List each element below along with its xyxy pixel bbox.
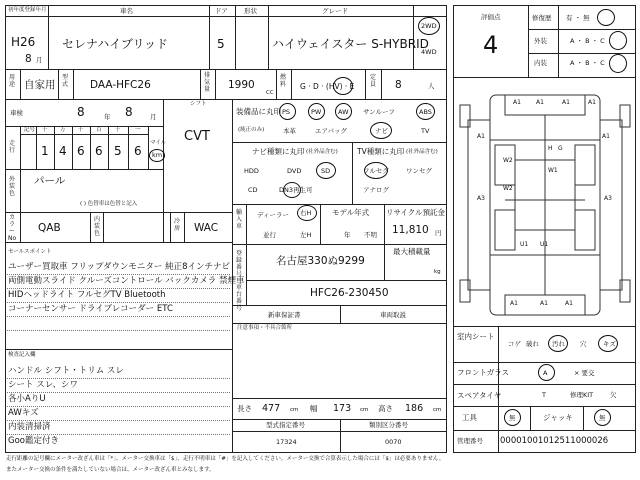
- registration-value: 名古屋330ぬ9299: [276, 255, 365, 267]
- displacement: 1990: [228, 79, 255, 91]
- damage-mark: A1: [562, 99, 570, 106]
- usage: 自家用: [24, 79, 56, 91]
- registration-label: 登録番号: [235, 250, 242, 278]
- damage-mark: G: [558, 145, 563, 152]
- damage-mark: U1: [540, 241, 549, 248]
- mileage-place-label: 十: [115, 127, 121, 133]
- shape-label: 形状: [244, 7, 257, 15]
- inspection-month: 8: [125, 105, 133, 119]
- import-label: 輸入車: [235, 209, 242, 230]
- windshield-value: A: [543, 369, 548, 377]
- chassis-value: HFC26-230450: [310, 287, 389, 299]
- exterior-score-label: 外装: [534, 37, 547, 45]
- fuel-options: G · D · (HV) · E: [300, 82, 355, 91]
- width-label: 幅: [310, 404, 318, 413]
- score-label: 評価点: [481, 13, 501, 21]
- category: 0070: [385, 438, 402, 446]
- navi-title: ナビ種類に丸印: [252, 147, 305, 156]
- inspection-year-unit: 年: [104, 113, 111, 121]
- interior-score-options: A ・ B ・ C: [570, 59, 605, 67]
- warranty-new: 新車保証書: [268, 311, 301, 319]
- mileage-label: 走行: [8, 140, 15, 154]
- doors-label: ドア: [215, 7, 228, 15]
- first-reg-month: 8: [25, 53, 32, 65]
- seat-item: 穴: [580, 340, 587, 348]
- mileage-place-label: 万: [60, 127, 66, 133]
- footer-line1: 走行距離の記号欄にメーター改ざん車は「*」、メーター交換車は「$」、走行不明車は「#」を記入してください。メーター交換で合算表示した場合には「$」は必要ありません。: [6, 456, 445, 462]
- grade: ハイウェイスター S-HYBRID: [272, 37, 429, 51]
- length-unit: cm: [290, 407, 299, 413]
- inspector-note-line: ハンドル シフト・トリム スレ: [8, 366, 124, 376]
- recycle-value: 11,810: [392, 224, 429, 236]
- inspector-notes-label: 検査記入欄: [8, 352, 36, 358]
- spare-item: 修理KIT: [570, 391, 594, 399]
- mileage-digit: 5: [114, 144, 122, 158]
- mileage-note-label: 記号: [24, 127, 36, 133]
- equipment-item: サンルーフ: [363, 108, 395, 116]
- height: 186: [405, 403, 424, 414]
- car-name: セレナハイブリッド: [62, 37, 168, 51]
- exterior-score-options: A ・ B ・ C: [570, 37, 605, 45]
- equipment-item: AW: [338, 108, 349, 116]
- caution-label: 注意事項・不具合箇所: [237, 325, 293, 331]
- sales-point-line: コーナーセンサー ドライブレコーダー ETC: [8, 304, 173, 314]
- sales-point-line: ユーザー買取車 フリップダウンモニター 純正8インチナビ: [8, 262, 231, 272]
- equipment-item: PW: [311, 108, 322, 116]
- repair-label: 修復歴: [532, 14, 552, 22]
- tools-value: 無: [509, 414, 516, 422]
- chassis-label: 車台番号: [235, 284, 242, 312]
- equipment-item: PS: [282, 108, 291, 116]
- ac-value: WAC: [194, 222, 219, 234]
- windshield-label: フロントガラス: [457, 368, 510, 377]
- interior-score-label: 内装: [534, 59, 547, 67]
- damage-mark: H: [548, 145, 553, 152]
- drive-2wd: 2WD: [421, 22, 437, 30]
- mileage-digit: 4: [59, 144, 67, 158]
- navi-item: DN3再生可: [279, 186, 313, 194]
- displacement-label: 排気量: [203, 72, 210, 93]
- exterior-label: 外装色: [8, 176, 15, 197]
- damage-mark: U1: [520, 241, 529, 248]
- damage-mark: W2: [503, 157, 513, 164]
- management-value: 00001001012511000026: [500, 436, 609, 446]
- seat-item: 破れ: [526, 340, 539, 348]
- damage-mark: A1: [588, 99, 596, 106]
- damage-mark: A1: [477, 133, 485, 140]
- model-year-unknown: 不明: [364, 231, 377, 239]
- navi-item: DVD: [287, 167, 302, 175]
- ac-label: 冷房: [173, 218, 180, 232]
- mileage-place-label: 千: [78, 127, 84, 133]
- mileage-digit: 1: [41, 144, 49, 158]
- capacity: 8: [395, 79, 402, 91]
- sales-point-line: 両側電動スライド クルーズコントロール バックカメラ 禁煙車: [8, 276, 245, 286]
- category-label: 類別区分番号: [369, 421, 408, 429]
- width-unit: cm: [360, 407, 369, 413]
- exterior-note: ( ) 色替車は色替と記入: [80, 201, 138, 207]
- recycle-label: リサイクル預託金: [386, 208, 445, 217]
- car-window-right-rear: [575, 210, 595, 250]
- damage-mark: A1: [540, 300, 548, 307]
- import-right-h: 右H: [300, 209, 312, 217]
- equipment-item: ABS: [419, 108, 432, 116]
- damage-mark: W2: [503, 185, 513, 192]
- mileage-digit: 6: [134, 144, 142, 158]
- cc-unit: CC: [266, 90, 274, 96]
- mileage-place-label: 十: [42, 127, 48, 133]
- seat-item: 汚れ: [552, 340, 565, 348]
- first-reg-month-unit: 月: [36, 56, 43, 64]
- car-name-label: 車名: [120, 7, 133, 15]
- equipment-item: 本革: [283, 127, 296, 135]
- width: 173: [333, 403, 352, 414]
- tv-sub: (社外品含む): [406, 149, 438, 155]
- import-left-h: 左H: [300, 231, 312, 239]
- tools-label: 工具: [462, 413, 477, 422]
- management-label: 管理番号: [457, 437, 483, 445]
- spare-item: 欠: [610, 391, 617, 399]
- doors: 5: [217, 37, 225, 51]
- recycle-unit: 円: [435, 229, 442, 237]
- footer-line2: またメーター交換の条件を満たしていない場合は、メーター改ざん車とみなします。: [6, 467, 215, 473]
- model-year-unit: 年: [344, 231, 351, 239]
- inspector-note-line: シート スレ、シワ: [8, 380, 79, 390]
- model-label: 型式: [61, 74, 68, 88]
- grade-label: グレード: [322, 7, 348, 15]
- inspection-month-unit: 月: [150, 113, 157, 121]
- equipment-item: TV: [421, 127, 430, 135]
- sales-points-label: セールスポイント: [8, 249, 52, 255]
- repair-options: 有 ・ 無: [566, 14, 590, 22]
- exterior-value: パール: [34, 175, 66, 187]
- mileage-unit-km: km: [152, 151, 163, 159]
- spare-item: T: [542, 391, 546, 399]
- damage-mark: A3: [477, 195, 485, 202]
- warranty-manual: 車両取説: [380, 311, 406, 319]
- interior-seat-label: 室内シート: [457, 332, 495, 341]
- tv-title: TV種類に丸印: [357, 147, 405, 156]
- model-cert-label: 型式指定番号: [266, 421, 305, 429]
- model: DAA-HFC26: [90, 79, 151, 91]
- car-window-right-front: [575, 145, 595, 185]
- length-label: 長さ: [237, 404, 252, 413]
- tv-item: ワンセグ: [406, 167, 432, 175]
- damage-mark: A1: [513, 99, 521, 106]
- car-right-side: [600, 120, 622, 290]
- shift-value: CVT: [184, 129, 210, 144]
- car-window-left-rear: [495, 210, 515, 250]
- jack-value: 無: [599, 414, 606, 422]
- inspection-label: 車検: [10, 109, 23, 117]
- max-load-label: 最大積載量: [393, 247, 431, 256]
- color-no: QAB: [38, 222, 61, 234]
- seat-item: キズ: [603, 340, 616, 348]
- first-reg-label: 初年度登録年月: [8, 7, 47, 13]
- navi-item: CD: [248, 186, 258, 194]
- mileage-unit-mile: マイル: [150, 140, 167, 146]
- inspector-note-line: 各小AりU: [8, 394, 46, 404]
- equipment-item: ナビ: [375, 127, 388, 135]
- damage-mark: A1: [536, 99, 544, 106]
- damage-mark: A1: [602, 133, 610, 140]
- capacity-label: 定員: [369, 74, 376, 88]
- capacity-unit: 人: [428, 82, 435, 90]
- height-label: 高さ: [378, 404, 393, 413]
- import-dealer: ディーラー: [257, 211, 289, 219]
- damage-mark: A3: [604, 195, 612, 202]
- tv-item: アナログ: [363, 186, 389, 194]
- navi-item: HDD: [244, 167, 259, 175]
- fuel-label: 燃料: [279, 74, 286, 88]
- mileage-digit: 6: [77, 144, 85, 158]
- model-year-label: モデル年式: [332, 208, 370, 217]
- damage-mark: A1: [510, 300, 518, 307]
- mileage-digit: 6: [95, 144, 103, 158]
- navi-item: SD: [321, 167, 331, 175]
- mileage-place-label: 一: [135, 127, 141, 133]
- inspector-note-line: AWキズ: [8, 408, 39, 418]
- spare-label: スペアタイヤ: [457, 391, 502, 400]
- jack-label: ジャッキ: [543, 413, 573, 422]
- seat-item: コゲ: [508, 340, 521, 348]
- inspection-year: 8: [77, 105, 85, 119]
- usage-label: 用途: [8, 74, 15, 88]
- max-load-unit: kg: [434, 269, 441, 275]
- length: 477: [262, 403, 281, 414]
- car-left-side: [468, 120, 490, 290]
- import-parallel: 並行: [263, 231, 276, 239]
- tv-item: フルセグ: [363, 167, 389, 175]
- interior-color-label: 内装色: [93, 216, 100, 237]
- damage-mark: A1: [565, 300, 573, 307]
- navi-sub: (社外品含む): [306, 149, 338, 155]
- mileage-place-label: 百: [96, 127, 102, 133]
- first-reg-era-year: H26: [11, 35, 36, 49]
- shift-label: シフト: [190, 101, 207, 107]
- inspector-note-line: Goo鑑定付き: [8, 436, 59, 446]
- score-value: 4: [483, 31, 499, 59]
- model-cert: 17324: [276, 438, 297, 446]
- inspector-note-line: 内装清掃済: [8, 422, 51, 432]
- sales-point-line: HIDヘッドライト フルセグTV Bluetooth: [8, 290, 166, 300]
- car-window-left-front: [495, 145, 515, 185]
- color-no-label: カラーNo: [8, 214, 17, 242]
- windshield-replace: × 要交: [574, 369, 595, 377]
- drive-4wd: 4WD: [421, 48, 437, 56]
- equipment-title: 装備品に丸印: [236, 107, 281, 116]
- equipment-sub: (純正のみ): [238, 127, 265, 133]
- height-unit: cm: [433, 407, 442, 413]
- equipment-item: エアバッグ: [315, 127, 347, 135]
- damage-mark: W1: [548, 167, 558, 174]
